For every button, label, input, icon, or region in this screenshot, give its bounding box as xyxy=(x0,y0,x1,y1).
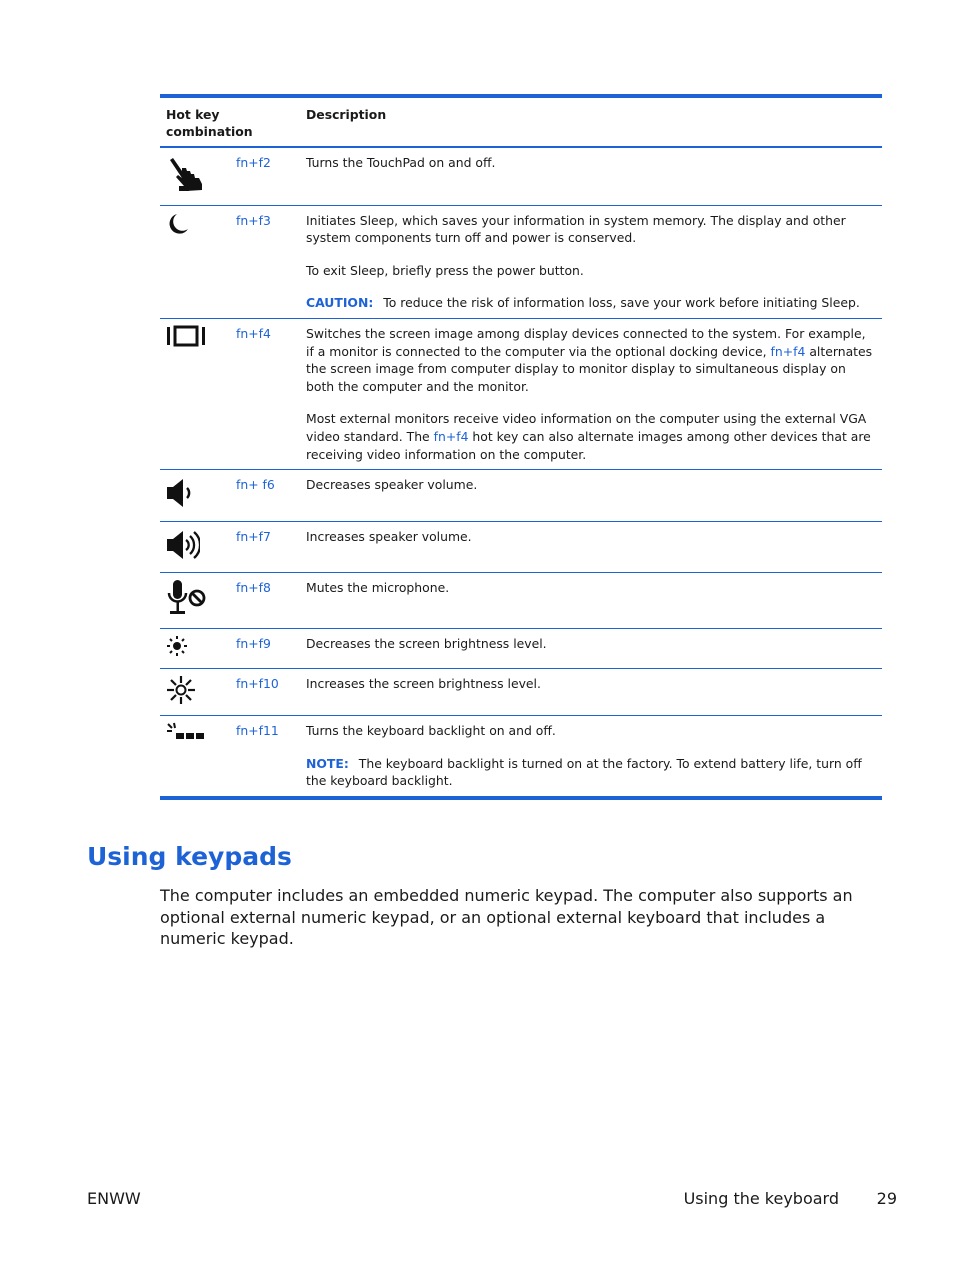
table-row xyxy=(160,628,882,668)
description-text: To reduce the risk of information loss, save your work before initiating Sleep. xyxy=(383,295,860,311)
brightness-down-icon xyxy=(166,635,224,662)
volume-up-icon xyxy=(166,528,224,567)
inline-hotkey: fn+f4 xyxy=(770,343,806,359)
description-paragraph xyxy=(306,528,876,546)
description-paragraph xyxy=(306,262,876,280)
description-paragraph xyxy=(306,755,876,790)
description-text: Decreases speaker volume. xyxy=(306,477,478,493)
table-row xyxy=(160,521,882,573)
table-header-row xyxy=(160,96,882,147)
hotkey-combination: fn+f11 xyxy=(230,716,300,798)
description-text: Initiates Sleep, which saves your information in system memory. The display and other system components turn off and power is conserved. xyxy=(306,212,846,246)
hotkey-description xyxy=(300,147,882,205)
table-body xyxy=(160,147,882,798)
description-paragraph xyxy=(306,410,876,463)
table-row xyxy=(160,716,882,798)
icon-cell xyxy=(160,628,230,668)
table-row xyxy=(160,573,882,629)
table-row xyxy=(160,668,882,716)
hotkey-description xyxy=(300,470,882,522)
icon-cell xyxy=(160,716,230,798)
hotkey-table xyxy=(160,94,882,800)
hotkey-combination: fn+f10 xyxy=(230,668,300,716)
icon-cell xyxy=(160,521,230,573)
header-description: Description xyxy=(300,96,882,147)
description-text: Most external monitors receive video information on the computer using the external VGA video standard. The xyxy=(306,411,867,444)
hotkey-description xyxy=(300,668,882,716)
hotkey-combination: fn+f9 xyxy=(230,628,300,668)
icon-cell xyxy=(160,205,230,318)
table-row xyxy=(160,147,882,205)
description-text: To exit Sleep, briefly press the power button. xyxy=(306,262,584,278)
keyboard-backlight-icon xyxy=(166,722,224,749)
icon-cell xyxy=(160,470,230,522)
display-switch-icon xyxy=(166,325,224,352)
hotkey-combination: fn+f4 xyxy=(230,318,300,469)
description-text: Mutes the microphone. xyxy=(306,580,450,596)
description-text: hot key can also alternate images among other devices that are receiving video information on the computer. xyxy=(306,428,871,462)
sleep-moon-icon xyxy=(166,212,224,241)
description-text: Increases speaker volume. xyxy=(306,528,472,544)
hotkey-combination: fn+f3 xyxy=(230,205,300,318)
table-row xyxy=(160,205,882,318)
table-row xyxy=(160,470,882,522)
inline-hotkey: fn+f4 xyxy=(433,428,469,444)
section-title: Using keypads xyxy=(87,842,292,871)
hotkey-combination: fn+f2 xyxy=(236,155,271,170)
description-paragraph xyxy=(306,154,876,172)
section-body: The computer includes an embedded numeric keypad. The computer also supports an optional external numeric keypad, or an optional external keyboard that includes a numeric keypad. xyxy=(160,886,853,948)
description-paragraph xyxy=(306,722,876,740)
hotkey-combination: fn+f8 xyxy=(230,573,300,629)
hotkey-combination: fn+ f6 xyxy=(230,470,300,522)
description-text: The keyboard backlight is turned on at the factory. To extend battery life, turn off the keyboard backlight. xyxy=(306,755,862,789)
hotkey-combination: fn+f7 xyxy=(230,521,300,573)
footer-chapter-title: Using the keyboard xyxy=(683,1189,839,1208)
page-number: 29 xyxy=(876,1189,897,1208)
description-text: alternates the screen image from computer display to monitor display to simultaneous display on both the computer and the monitor. xyxy=(306,343,873,394)
hotkey-description xyxy=(300,205,882,318)
description-paragraph xyxy=(306,675,876,693)
description-text: Turns the TouchPad on and off. xyxy=(306,155,496,170)
touchpad-hand-icon xyxy=(166,154,224,199)
hotkey-description xyxy=(300,573,882,629)
description-paragraph xyxy=(306,294,876,312)
description-paragraph xyxy=(306,635,876,653)
hotkey-description xyxy=(300,521,882,573)
footer-label: ENWW xyxy=(87,1189,141,1208)
hotkey-description xyxy=(300,716,882,798)
hotkey-description xyxy=(300,628,882,668)
description-text: Switches the screen image among display devices connected to the system. For example, if a monitor is connected to the computer via the optional docking device, xyxy=(306,325,866,359)
description-paragraph xyxy=(306,212,876,247)
icon-cell xyxy=(160,318,230,469)
description-text: Increases the screen brightness level. xyxy=(306,675,541,691)
microphone-mute-icon xyxy=(166,579,224,622)
table-row xyxy=(160,318,882,469)
description-paragraph xyxy=(306,476,876,494)
brightness-up-icon xyxy=(166,675,224,710)
description-text: Decreases the screen brightness level. xyxy=(306,635,547,651)
icon-cell xyxy=(160,573,230,629)
hotkey-description xyxy=(300,318,882,469)
description-paragraph xyxy=(306,325,876,395)
description-text: Turns the keyboard backlight on and off. xyxy=(306,723,556,739)
header-hotkey: Hot key combination xyxy=(160,96,300,147)
note-label: NOTE: xyxy=(306,755,349,771)
description-paragraph xyxy=(306,579,876,597)
caution-label: CAUTION: xyxy=(306,295,374,311)
icon-cell xyxy=(160,668,230,716)
volume-down-icon xyxy=(166,476,224,515)
icon-cell xyxy=(160,147,230,205)
